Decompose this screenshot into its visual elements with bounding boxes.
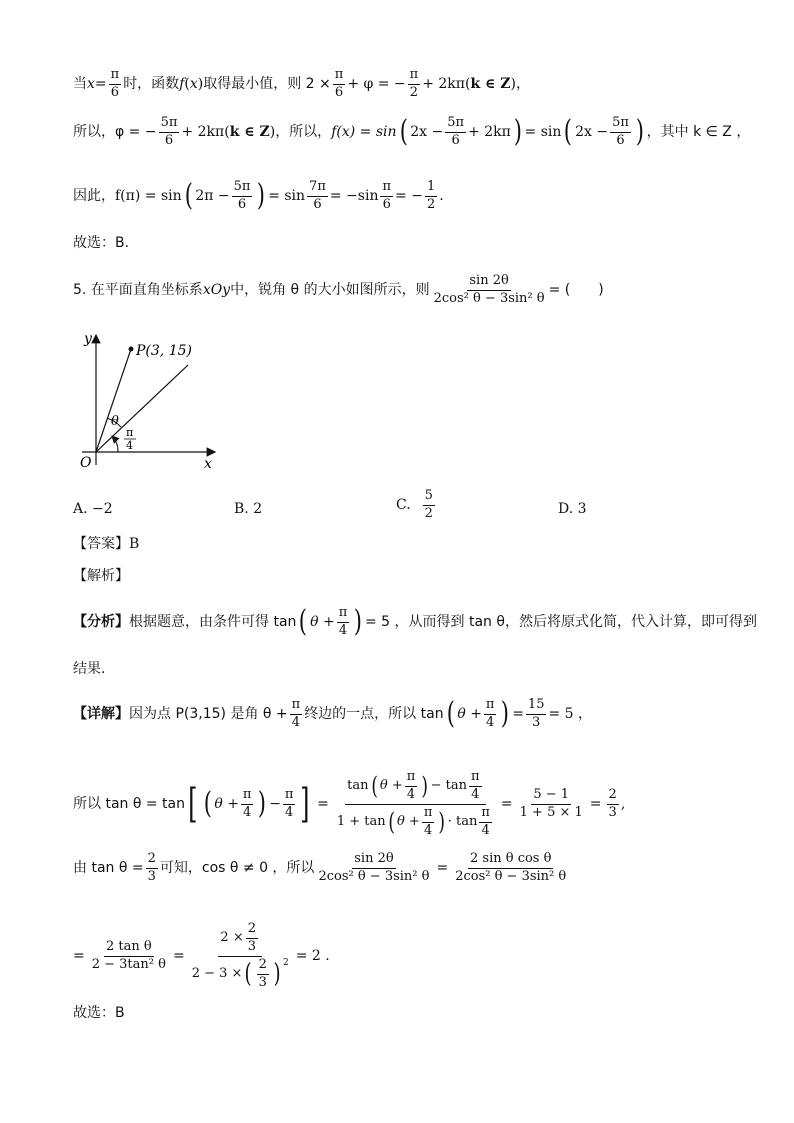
fraction-pi-over-4 (484, 698, 497, 731)
text: 可知，cos θ ≠ 0 ，所以 (159, 860, 315, 877)
text: = (512, 706, 524, 723)
text: f(x) = sin (331, 124, 397, 141)
denominator: 4 (423, 822, 433, 838)
text: 2x − (575, 124, 609, 141)
calc-line-2 (73, 852, 570, 885)
text: = (317, 796, 329, 813)
text: 2π − (195, 188, 230, 205)
fraction-tan (90, 940, 168, 973)
text: = (172, 948, 185, 965)
numerator: 2 tan θ (104, 940, 154, 957)
text: 当 (73, 76, 87, 93)
denominator: 2 − 3tan² θ (91, 956, 166, 972)
angle-figure (70, 325, 230, 475)
paren: ( (224, 124, 230, 141)
text: 时，函数 (123, 76, 180, 93)
text: θ + (214, 796, 239, 813)
numerator: 2 (246, 922, 258, 939)
fraction-5pi-over-6 (159, 116, 180, 149)
numerator: 2 (607, 788, 619, 805)
paren: ( (184, 178, 193, 214)
denominator: 2cos² θ − 3sin² θ (433, 290, 545, 306)
fraction-pi-over-4 (283, 788, 296, 821)
fenxi-label: 【分析】 (73, 614, 129, 631)
denominator: 2 (424, 505, 433, 521)
text: 中，锐角 θ 的大小如图所示，则 (230, 282, 430, 299)
numerator: π (405, 770, 418, 787)
paren: ( (244, 959, 253, 990)
numerator: 5 (423, 489, 435, 506)
text: θ + (396, 813, 420, 829)
denominator: 4 (481, 822, 490, 838)
fraction-pi-over-4 (422, 806, 435, 839)
denominator: 3 (608, 804, 617, 820)
fraction-2-over-3 (257, 958, 269, 991)
denominator: 4 (486, 714, 495, 730)
numerator (218, 922, 262, 957)
denominator: 3 (532, 714, 541, 730)
denominator: 2cos² θ − 3sin² θ (318, 868, 430, 884)
calc-line-3 (73, 922, 330, 991)
numerator: π (290, 698, 303, 715)
text: = 5 ， (548, 706, 593, 723)
denominator: 6 (382, 196, 391, 212)
denominator: 3 (258, 974, 267, 990)
text: tan (347, 777, 369, 793)
numerator: π (422, 806, 435, 823)
paren: ) (258, 786, 267, 822)
numerator: 7π (307, 180, 328, 197)
fraction-original (316, 852, 431, 885)
var-x: x (87, 76, 95, 93)
text: = −sin (329, 188, 379, 205)
text: = 2 . (295, 948, 330, 965)
text: ，所以， (275, 124, 332, 141)
numerator: 5π (159, 116, 180, 133)
xiangjie-label: 【详解】 (73, 706, 129, 723)
calc-line-1 (73, 770, 625, 839)
paren: ) (354, 604, 363, 640)
paren: ) (510, 76, 516, 93)
paren: ) (273, 959, 281, 990)
paren: ( (446, 696, 455, 732)
paren: ( (184, 76, 190, 93)
option-d: D. 3 (558, 501, 587, 517)
label-origin: O (80, 455, 92, 471)
option-c-label: C. (396, 497, 411, 514)
numerator: 2 (146, 852, 158, 869)
analysis-label: 【解析】 (73, 568, 129, 584)
text: + φ = − (347, 76, 406, 93)
point-p (129, 347, 134, 352)
denominator: 4 (285, 804, 294, 820)
text: f(π) = sin (115, 188, 182, 205)
text: 终边的一点，所以 tan (304, 706, 444, 723)
option-c (396, 489, 437, 522)
exponent: 2 (283, 957, 289, 968)
question-5 (73, 274, 604, 307)
numerator: π (283, 788, 296, 805)
denominator: 6 (451, 132, 460, 148)
text: = (73, 948, 85, 965)
big-fraction (335, 770, 496, 839)
numerator: 1 (425, 180, 437, 197)
fraction-pi-over-4 (405, 770, 418, 803)
answer-label: 【答案】 (73, 536, 129, 552)
paren: ( (399, 114, 408, 150)
fraction-2-over-3 (146, 852, 158, 885)
text: 所以，φ = − (73, 124, 157, 141)
fraction-5pi-over-6 (232, 180, 253, 213)
text: θ + (457, 706, 482, 723)
text: = ( ) (548, 282, 604, 299)
label-x: x (204, 456, 212, 472)
denominator: 4 (291, 714, 301, 730)
fraction-pi-over-6 (333, 68, 346, 101)
label-theta: θ (111, 414, 119, 429)
paren: ) (501, 696, 510, 732)
text: 因为点 P(3,15) 是角 θ + (129, 706, 288, 723)
text: + 2kπ (468, 124, 511, 141)
text: 所以 tan θ = tan (73, 796, 185, 813)
denominator: 4 (406, 786, 416, 802)
text: − (269, 796, 281, 813)
text: = (589, 796, 602, 813)
option-a: A. −2 (73, 501, 113, 517)
paren: ( (299, 604, 308, 640)
paren: ) (513, 114, 522, 150)
label-four: 4 (126, 439, 133, 452)
fenxi-line-2: 结果. (73, 661, 106, 677)
numerator: 5π (445, 116, 466, 133)
numerator: 5π (232, 180, 253, 197)
fraction-7pi-over-6 (307, 180, 328, 213)
paren: ( (564, 114, 573, 150)
numerator (345, 770, 485, 805)
text: 2x − (410, 124, 444, 141)
numerator: π (469, 770, 482, 787)
denominator: 4 (471, 786, 480, 802)
denominator: 2cos² θ − 3sin² θ (455, 868, 567, 884)
denominator (190, 957, 291, 991)
choose-b-1: 故选：B. (73, 235, 130, 251)
fraction-15-over-3 (526, 698, 547, 731)
paren: ( (388, 808, 395, 837)
denominator: 2 (409, 84, 419, 100)
text: = (94, 76, 107, 93)
text: = sin (268, 188, 306, 205)
fraction-2-over-3 (607, 788, 619, 821)
numerator: sin 2θ (467, 274, 510, 291)
text: 取得最小值，则 2 × (203, 76, 331, 93)
solution-line-3 (73, 180, 444, 213)
text: ， (515, 76, 530, 93)
angle-arc-pi4 (112, 436, 118, 452)
fraction-pi-over-4 (479, 806, 492, 839)
text: = − (395, 188, 423, 205)
fraction-substituted (190, 922, 291, 991)
label-p: P(3, 15) (136, 343, 192, 359)
var-x: x (189, 76, 198, 93)
numerator: 5π (610, 116, 631, 133)
set-k-in-z: k ∈ Z (470, 76, 511, 93)
fraction-pi-over-4 (469, 770, 482, 803)
text: 因此， (73, 188, 115, 205)
text: = 5 ，从而得到 tan θ，然后将原式化简，代入计算，即可得到 (365, 614, 757, 631)
fraction-5pi-over-6 (610, 116, 631, 149)
denominator: 6 (110, 84, 120, 100)
numerator: π (241, 788, 254, 805)
text: = (500, 796, 513, 813)
denominator: 3 (247, 938, 256, 954)
denominator: 6 (313, 196, 322, 212)
text: 2 − 3 × (191, 965, 243, 981)
fraction-arith (518, 788, 585, 821)
text: 1 + tan (336, 813, 386, 829)
text: 根据题意，由条件可得 tan (129, 614, 297, 631)
paren: ) (197, 76, 204, 93)
text: + 2kπ (181, 124, 225, 141)
paren: ) (257, 178, 266, 214)
denominator: 6 (164, 132, 174, 148)
text: = sin (524, 124, 562, 141)
solution-line-2 (73, 116, 750, 149)
paren: ) (635, 114, 644, 150)
numerator: π (380, 180, 393, 197)
numerator: 2 sin θ cos θ (468, 852, 553, 869)
denominator: 6 (334, 84, 344, 100)
paren: ( (465, 76, 471, 93)
solution-line-1 (73, 68, 530, 101)
fraction-5pi-over-6 (445, 116, 466, 149)
answer-line (73, 537, 139, 551)
paren: ) (269, 124, 276, 141)
numerator: π (333, 68, 346, 85)
text: ，其中 k ∈ Z ， (646, 124, 751, 141)
text: 由 tan θ = (73, 860, 144, 877)
denominator: 6 (616, 132, 625, 148)
fraction-5-over-2 (423, 489, 435, 522)
denominator: 3 (147, 868, 156, 884)
fenxi-line (73, 606, 757, 639)
fraction-pi-over-4 (241, 788, 254, 821)
numerator: π (337, 606, 350, 623)
denominator: 4 (243, 804, 252, 820)
numerator: π (408, 68, 421, 85)
bracket: ] (300, 781, 310, 828)
fraction-pi-over-6 (380, 180, 393, 213)
numerator: π (109, 68, 122, 85)
fraction-question (432, 274, 547, 307)
fraction-pi-over-6 (109, 68, 122, 101)
numerator: sin 2θ (352, 852, 395, 869)
text: θ + (310, 614, 335, 631)
text: · tan (447, 813, 478, 829)
text: + 2kπ (422, 76, 465, 93)
text: , (620, 796, 626, 813)
set-k-in-z: k ∈ Z (229, 124, 270, 141)
paren: ) (421, 772, 429, 801)
paren: ( (370, 772, 378, 801)
fraction-1-over-2 (425, 180, 437, 213)
text: 2 × (220, 929, 244, 945)
ray-pi4 (96, 365, 188, 452)
text: 5. 在平面直角坐标系 (73, 282, 203, 299)
option-b: B. 2 (234, 501, 263, 517)
fraction-expanded (453, 852, 568, 885)
label-y: y (84, 331, 92, 347)
fraction-pi-over-4 (337, 606, 350, 639)
text: θ + (379, 777, 403, 793)
answer-value: B (129, 536, 140, 552)
text: − tan (430, 777, 468, 793)
numerator: 15 (526, 698, 547, 715)
denominator: 4 (338, 622, 348, 638)
paren: ( (203, 786, 212, 822)
numerator: π (479, 806, 492, 823)
text: xOy (202, 282, 231, 299)
fraction-2-over-3 (246, 922, 258, 955)
xiangjie-line (73, 698, 592, 731)
bracket: [ (188, 781, 198, 828)
func-f: f (179, 76, 185, 93)
numerator: π (484, 698, 497, 715)
denominator (335, 805, 496, 839)
label-pi: π (126, 426, 134, 439)
numerator: 2 (257, 958, 269, 975)
text: . (439, 188, 444, 205)
text: = (436, 860, 449, 877)
numerator: 5 − 1 (531, 788, 571, 805)
denominator: 1 + 5 × 1 (519, 804, 583, 820)
fraction-pi-over-4 (290, 698, 303, 731)
denominator: 6 (237, 196, 247, 212)
fraction-pi-over-2 (408, 68, 421, 101)
paren: ) (438, 808, 446, 837)
choose-b-2: 故选：B (73, 1005, 125, 1021)
denominator: 2 (426, 196, 436, 212)
